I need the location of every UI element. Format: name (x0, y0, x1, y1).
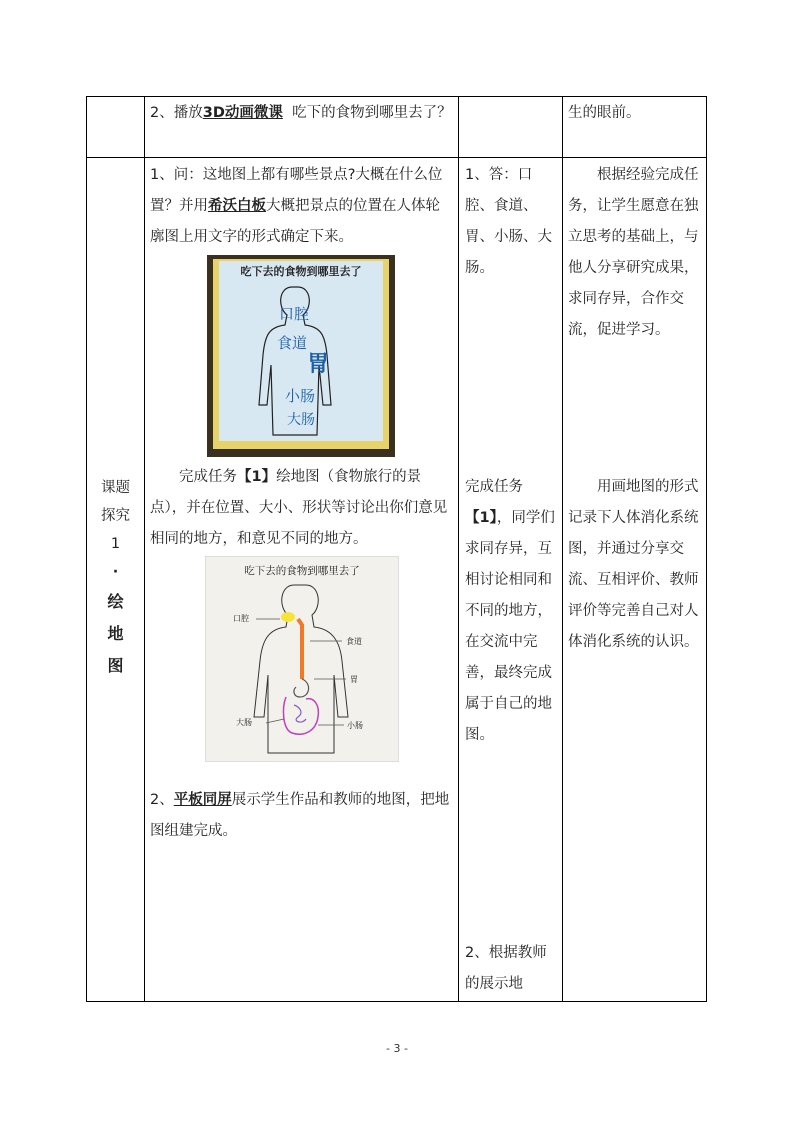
photo1-title: 吃下去的食物到哪里去了 (240, 265, 362, 278)
label-line: 1 (110, 536, 121, 552)
purpose-2-text: 用画地图的形式记录下人体消化系统图，并通过分享交流、互相评价、教师评价等完善自己对人体消化系统的认识。 (568, 479, 699, 650)
proc-task-1 (150, 462, 450, 555)
purpose-1 (568, 160, 700, 346)
student-bottom-text: 2、根据教师的展示地 (465, 945, 547, 992)
label-bold-line: 地 (107, 624, 124, 643)
row2-label (87, 474, 144, 682)
label-bold-line: 图 (107, 656, 124, 675)
proc-q1-bold: 希沃白板 (208, 198, 266, 214)
student-task-prefix: 完成任务 (465, 479, 523, 495)
label-bold-line: 绘 (107, 592, 124, 611)
proc-task-suffix: 绘地图（食物旅行的景点），并在位置、大小、形状等讨论出你们意见相同的地方，和意见不同的地方。 (150, 469, 448, 547)
photo2-title: 吃下去的食物到哪里去了 (244, 565, 360, 577)
purpose-2 (568, 472, 700, 658)
table-col-divider-1 (144, 96, 145, 1002)
photo2-label-mouth: 口腔 (233, 614, 249, 623)
table-col-divider-2 (458, 96, 459, 1002)
student-task-bracket: 【1】 (465, 510, 497, 526)
photo1-label-stomach: 胃 (307, 352, 330, 377)
proc-q1-suffix: 大概把景点的位置在人体轮廓图上用文字的形式确定下来。 (150, 198, 440, 245)
student-answer-text: 1、答：口腔、食道、胃、小肠、大肠。 (465, 167, 552, 276)
student-answer-1 (465, 160, 555, 284)
label-line: · (112, 564, 119, 580)
photo2-label-esophagus: 食道 (346, 637, 362, 646)
student-task-1 (465, 472, 555, 751)
photo1-label-esophagus: 食道 (277, 334, 308, 352)
student-answer-2 (465, 938, 555, 1000)
row1-procedure-prefix: 2、播放 (150, 105, 203, 121)
table-row-divider (86, 157, 707, 158)
row1-purpose: 生的眼前。 (568, 105, 641, 121)
body-map-photo-1 (207, 255, 395, 457)
table-right-border (706, 96, 707, 1002)
photo2-label-small-intestine: 小肠 (347, 721, 363, 730)
purpose-1-text: 根据经验完成任务，让学生愿意在独立思考的基础上，与他人分享研究成果，求同存异，合作交流，促进学习。 (568, 167, 699, 338)
photo1-label-small-intestine: 小肠 (285, 387, 316, 405)
row1-procedure-text (150, 98, 454, 128)
body-map-photo-2 (205, 556, 399, 762)
student-task-suffix: ，同学们求同存异，互相讨论相同和不同的地方，在交流中完善，最终完成属于自己的地图。 (465, 510, 555, 743)
proc-question-1 (150, 160, 450, 253)
label-line: 课题 (101, 480, 130, 496)
proc-q2-suffix: 展示学生作品和教师的地图，把地图组建完成。 (150, 792, 450, 839)
photo2-label-stomach: 胃 (350, 675, 358, 684)
table-top-border (86, 96, 707, 97)
row1-procedure-bold: 3D动画微课 (202, 105, 283, 121)
proc-q1-prefix: 1、问：这地图上都有哪些景点?大概在什么位置？并用 (150, 167, 443, 214)
photo1-label-large-intestine: 大肠 (287, 412, 315, 428)
proc-task-prefix: 完成任务 (179, 469, 237, 485)
proc-q2-bold: 平板同屏 (173, 792, 232, 808)
row1-procedure-suffix: 吃下的食物到哪里去了？ (282, 105, 452, 121)
page-number: - 3 - (386, 1042, 408, 1055)
proc-q2-prefix: 2、 (150, 792, 174, 808)
table-col-divider-3 (562, 96, 563, 1002)
photo2-label-large-intestine: 大肠 (236, 718, 252, 727)
proc-task-bracket: 【1】 (237, 469, 277, 485)
table-bottom-border (86, 1001, 707, 1002)
label-line: 探究 (101, 508, 130, 524)
proc-question-2 (150, 785, 450, 847)
body-outline-2 (206, 557, 398, 761)
photo1-label-mouth: 口腔 (279, 305, 310, 323)
row1-purpose-text (568, 98, 702, 128)
